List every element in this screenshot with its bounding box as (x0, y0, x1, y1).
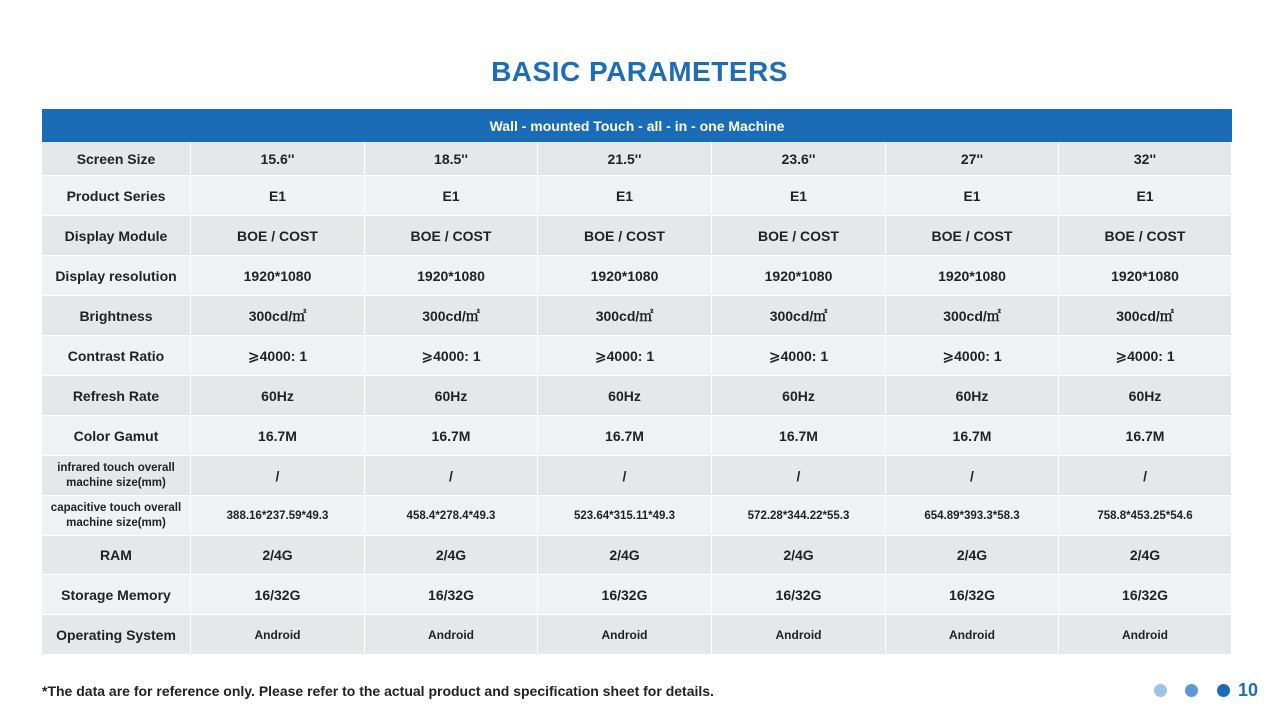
table-cell: 60Hz (191, 376, 365, 416)
table-cell: 16.7M (886, 416, 1059, 456)
table-cell: 60Hz (886, 376, 1059, 416)
table-cell: BOE / COST (538, 216, 712, 256)
table-cell: / (1059, 456, 1232, 496)
table-cell: 2/4G (886, 536, 1059, 575)
table-cell: 1920*1080 (1059, 256, 1232, 296)
table-cell: 1920*1080 (365, 256, 538, 296)
table-cell: ⩾4000: 1 (538, 336, 712, 376)
row-label: Storage Memory (42, 575, 191, 615)
table-cell: 18.5'' (365, 142, 538, 176)
table-cell: 27'' (886, 142, 1059, 176)
table-cell: ⩾4000: 1 (712, 336, 886, 376)
table-row (42, 142, 1232, 176)
table-row (42, 456, 1232, 496)
table-cell: 1920*1080 (886, 256, 1059, 296)
row-label: Brightness (42, 296, 191, 336)
row-label: Product Series (42, 176, 191, 216)
table-body (42, 142, 1232, 655)
table-cell: BOE / COST (365, 216, 538, 256)
table-cell: E1 (886, 176, 1059, 216)
table-cell: 60Hz (538, 376, 712, 416)
row-label (42, 496, 191, 536)
table-cell: Android (365, 615, 538, 655)
table-cell: 458.4*278.4*49.3 (365, 496, 538, 536)
row-label: Operating System (42, 615, 191, 655)
table-row (42, 575, 1232, 615)
pagination-dot-active[interactable] (1217, 684, 1230, 697)
table-cell: ⩾4000: 1 (1059, 336, 1232, 376)
row-label: Display resolution (42, 256, 191, 296)
table-row (42, 256, 1232, 296)
table-cell: 2/4G (191, 536, 365, 575)
row-label-line: machine size(mm) (66, 476, 166, 489)
table-cell: / (886, 456, 1059, 496)
table-cell: 16.7M (365, 416, 538, 456)
table-row (42, 216, 1232, 256)
table-cell: 60Hz (712, 376, 886, 416)
footnote: *The data are for reference only. Please refer to the actual product and specification sheet for details. (42, 683, 714, 699)
table-cell: 523.64*315.11*49.3 (538, 496, 712, 536)
table-cell: 654.89*393.3*58.3 (886, 496, 1059, 536)
row-label: Color Gamut (42, 416, 191, 456)
table-cell: 15.6'' (191, 142, 365, 176)
table-cell: Android (886, 615, 1059, 655)
table-row (42, 496, 1232, 536)
table-cell: 16/32G (712, 575, 886, 615)
table-cell: 1920*1080 (191, 256, 365, 296)
table-cell: 60Hz (1059, 376, 1232, 416)
row-label-line: capacitive touch overall (50, 501, 182, 514)
table-cell: 60Hz (365, 376, 538, 416)
table-cell: 16/32G (365, 575, 538, 615)
row-label: RAM (42, 536, 191, 575)
table-cell: Android (1059, 615, 1232, 655)
table-cell: 16.7M (1059, 416, 1232, 456)
table-cell: 16.7M (191, 416, 365, 456)
table-cell: 32'' (1059, 142, 1232, 176)
parameters-table (42, 109, 1232, 655)
table-cell: 572.28*344.22*55.3 (712, 496, 886, 536)
table-cell: 388.16*237.59*49.3 (191, 496, 365, 536)
table-cell: / (538, 456, 712, 496)
page-number: 10 (1238, 680, 1259, 700)
table-cell: 2/4G (365, 536, 538, 575)
table-cell: 2/4G (1059, 536, 1232, 575)
table-cell: 21.5'' (538, 142, 712, 176)
table-cell: 2/4G (538, 536, 712, 575)
table-cell: 1920*1080 (712, 256, 886, 296)
table-cell: 300cd/㎡ (365, 296, 538, 336)
table-cell: E1 (538, 176, 712, 216)
table-cell: ⩾4000: 1 (886, 336, 1059, 376)
table-cell: 16/32G (886, 575, 1059, 615)
table-cell: BOE / COST (886, 216, 1059, 256)
row-label: Screen Size (42, 142, 191, 176)
table-cell: 23.6'' (712, 142, 886, 176)
table-cell: Android (191, 615, 365, 655)
table-cell: / (365, 456, 538, 496)
table-cell: ⩾4000: 1 (191, 336, 365, 376)
table-cell: 758.8*453.25*54.6 (1059, 496, 1232, 536)
table-cell: 300cd/㎡ (191, 296, 365, 336)
table-cell: / (712, 456, 886, 496)
table-cell: 300cd/㎡ (886, 296, 1059, 336)
table-row (42, 176, 1232, 216)
table-row (42, 615, 1232, 655)
table-cell: Android (538, 615, 712, 655)
table-row (42, 296, 1232, 336)
row-label-line: infrared touch overall (57, 461, 175, 474)
table-cell: E1 (365, 176, 538, 216)
table-cell: 300cd/㎡ (538, 296, 712, 336)
table-cell: 16/32G (1059, 575, 1232, 615)
table-cell: E1 (191, 176, 365, 216)
table-cell: E1 (1059, 176, 1232, 216)
table-cell: 300cd/㎡ (712, 296, 886, 336)
table-cell: / (191, 456, 365, 496)
table-cell: BOE / COST (191, 216, 365, 256)
table-cell: 16/32G (538, 575, 712, 615)
table-row (42, 336, 1232, 376)
pagination-dot[interactable] (1154, 684, 1167, 697)
table-cell: 16.7M (712, 416, 886, 456)
row-label (42, 456, 191, 496)
table-row (42, 376, 1232, 416)
row-label: Refresh Rate (42, 376, 191, 416)
row-label: Contrast Ratio (42, 336, 191, 376)
row-label-line: machine size(mm) (66, 516, 166, 529)
page-title: BASIC PARAMETERS (491, 56, 788, 87)
table-cell: E1 (712, 176, 886, 216)
row-label: Display Module (42, 216, 191, 256)
table-row (42, 416, 1232, 456)
table-cell: 16/32G (191, 575, 365, 615)
table-cell: Android (712, 615, 886, 655)
table-cell: 2/4G (712, 536, 886, 575)
pagination-dot[interactable] (1185, 684, 1198, 697)
table-cell: 300cd/㎡ (1059, 296, 1232, 336)
table-cell: 1920*1080 (538, 256, 712, 296)
table-cell: ⩾4000: 1 (365, 336, 538, 376)
table-banner: Wall - mounted Touch - all - in - one Machine (42, 109, 1232, 142)
table-cell: 16.7M (538, 416, 712, 456)
table-row (42, 536, 1232, 575)
table-cell: BOE / COST (712, 216, 886, 256)
pagination-dots (1154, 684, 1244, 698)
table-cell: BOE / COST (1059, 216, 1232, 256)
